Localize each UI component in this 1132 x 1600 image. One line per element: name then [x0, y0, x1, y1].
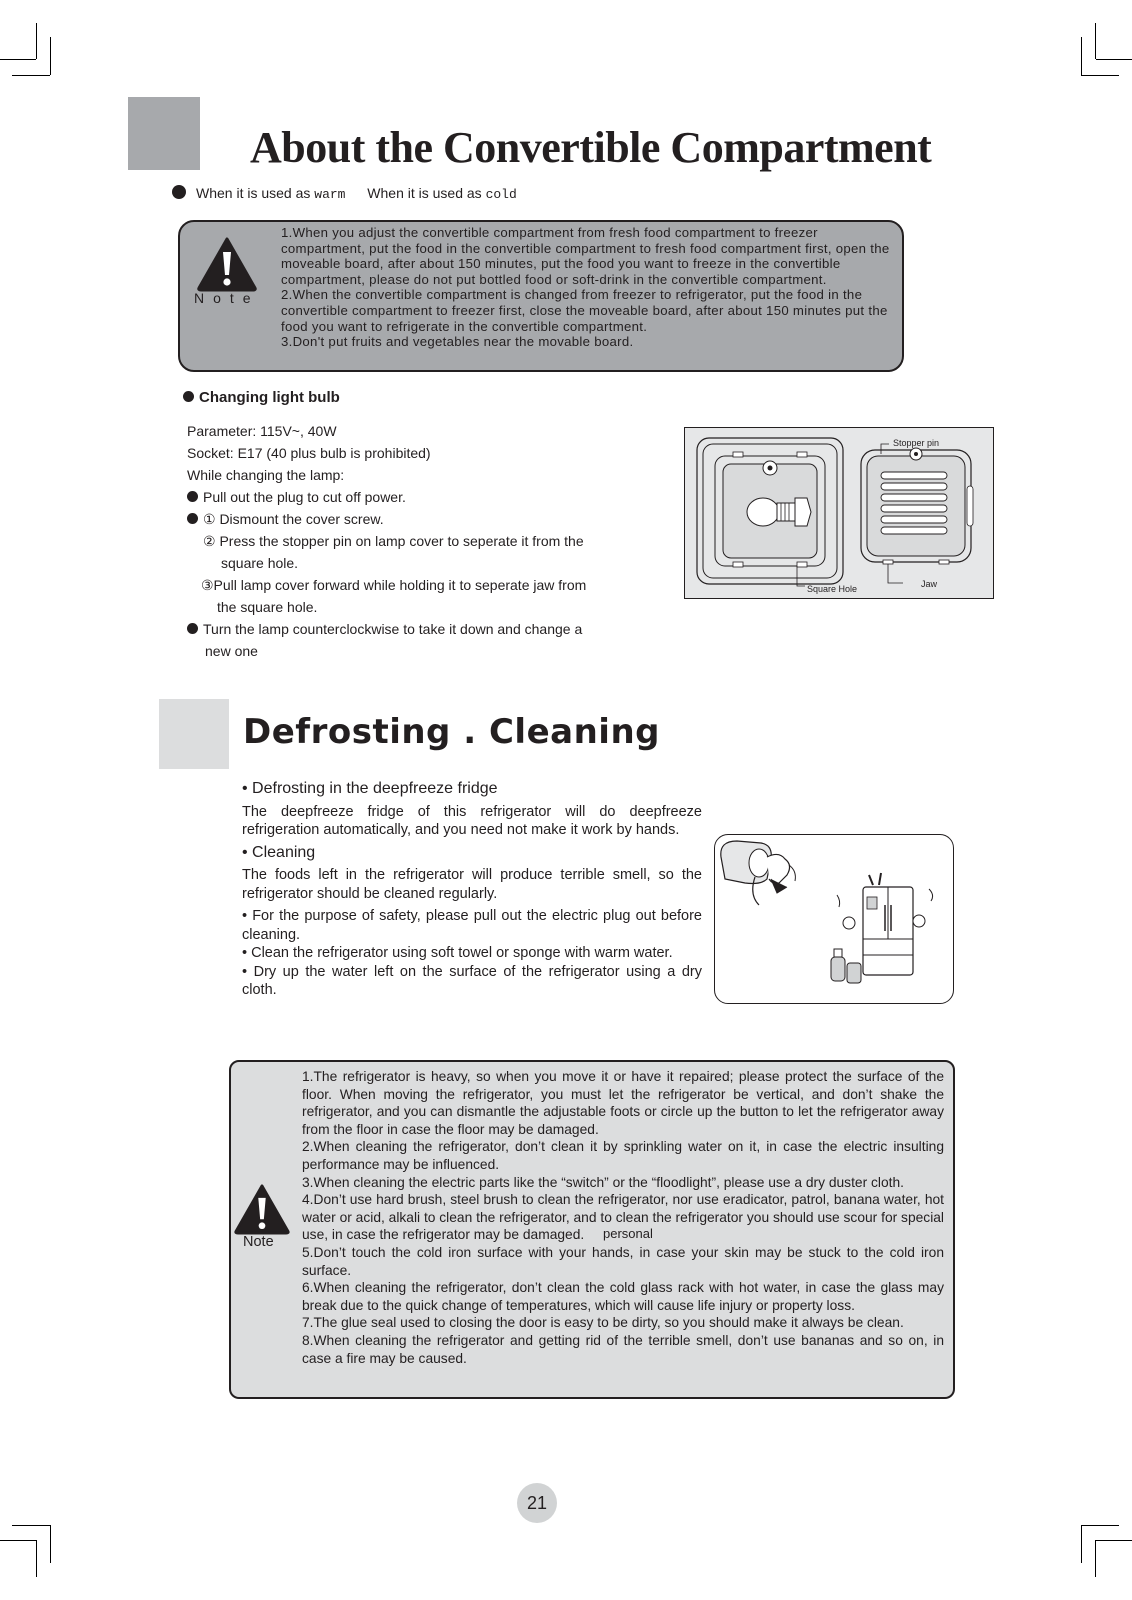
crop-mark [1095, 23, 1096, 59]
section-subheading [183, 389, 340, 406]
crop-mark [0, 1540, 36, 1541]
crop-mark [1081, 1525, 1119, 1526]
while-line: While changing the lamp: [187, 467, 345, 483]
crop-mark [12, 75, 50, 76]
cleaning-bullet: • For the purpose of safety, please pull out the electric plug out before cleaning. [242, 908, 702, 943]
note-item: 3.When cleaning the electric parts like the “switch” or the “floodlight”, please use a dry duster cloth. [302, 1174, 904, 1190]
mode-cold-value: cold [485, 187, 517, 202]
section-marker [159, 699, 229, 769]
jaw-label: Jaw [921, 579, 938, 589]
note-item: 5.Don’t touch the cold iron surface with your hands, in case your skin may be stuck to the cold iron surface. [302, 1244, 944, 1278]
note-item: 4.Don’t use hard brush, steel brush to clean the refrigerator, nor use eradicator, patrol, banana water, hot water or acid, alkali to clean the refrigerator, and to clean the refrigerator you should use scour for special use, in case the refrigerator may be damaged. [302, 1192, 944, 1243]
crop-mark [36, 1540, 37, 1577]
square-hole-label: Square Hole [807, 584, 858, 594]
crop-mark [1096, 59, 1132, 60]
step-item: new one [205, 643, 258, 659]
note-item: 2.When the convertible compartment is changed from freezer to refrigerator, put the food in the convertible compartment to freezer first, close the moveable board, after about 150 minutes put the food you want to refrigerate in the convertible compartment. [281, 287, 888, 334]
section-title: Defrosting . Cleaning [243, 712, 660, 752]
defrost-cleaning-text [242, 780, 702, 1004]
lamp-cover-diagram [684, 427, 994, 599]
overlay-word: personal [603, 1226, 653, 1241]
note-item: 8.When cleaning the refrigerator and getting rid of the terrible smell, don’t use bananas and so on, in case a fire may be caused. [302, 1332, 944, 1366]
step-item [187, 618, 607, 640]
defrost-paragraph: The deepfreeze fridge of this refrigerator will do deepfreeze refrigeration automatically, and you need not make it work by hands. [242, 803, 702, 838]
cleaning-bullet: • Dry up the water left on the surface of the refrigerator using a dry cloth. [242, 963, 702, 998]
crop-mark [12, 1525, 50, 1526]
cleaning-heading: • Cleaning [242, 843, 316, 861]
cleaning-illustration [714, 834, 954, 1004]
parameter-line: Parameter: 115V~, 40W [187, 423, 337, 439]
note-label: Note [243, 1234, 274, 1250]
bullet-icon [172, 185, 186, 199]
note-text [302, 1068, 944, 1367]
cleaning-bullet: • Clean the refrigerator using soft towel or sponge with warm water. [242, 945, 673, 961]
crop-mark [36, 23, 37, 59]
lamp-diagram-art [685, 428, 993, 598]
crop-mark [50, 1525, 51, 1563]
cleaning-paragraph: The foods left in the refrigerator will produce terrible smell, so the refrigerator should be cleaned regularly. [242, 867, 702, 902]
usage-modes [172, 185, 517, 202]
note-item: 6.When cleaning the refrigerator, don’t clean the cold glass rack with hot water, in case the glass may break due to the quick change of temperatures, which will cause life injury or property loss. [302, 1280, 944, 1313]
bullet-icon [187, 491, 198, 502]
step-item: square hole. [221, 555, 299, 571]
crop-mark [1096, 1540, 1132, 1541]
note-item: 1.The refrigerator is heavy, so when you move it or have it repaired; please protect the surface of the floor. When moving the refrigerator, you must let the refrigerator be vertical, and don’t shake the refrigerator, and you can dismantle the adjustable foots or circle up the button to let the refrigerator away from the floor in case the floor may be damaged. [302, 1069, 944, 1137]
note-text [281, 225, 891, 350]
step-item: the square hole. [217, 599, 318, 615]
bullet-icon [183, 391, 194, 402]
step-item: ② Press the stopper pin on lamp cover to seperate it from the [203, 533, 584, 549]
section-marker [128, 97, 200, 170]
note-item: 1.When you adjust the convertible compartment from fresh food compartment to freezer compartment, put the food in the convertible compartment to fresh food compartment first, open the moveable board, after about 150 minutes, put the food you want to freeze in the convertible compartment, please do not put bottled food or soft-drink in the convertible compartment. [281, 225, 890, 287]
crop-mark [1095, 1540, 1096, 1577]
note-item: 2.When cleaning the refrigerator, don’t clean it by sprinkling water on it, in case the electric insulting performance may be influenced. [302, 1139, 944, 1172]
note-item: 3.Don't put fruits and vegetables near the movable board. [281, 334, 634, 350]
step-item [187, 486, 607, 508]
bulb-instructions [187, 420, 607, 662]
mode-warm-value: warm [314, 187, 346, 202]
crop-mark [0, 59, 36, 60]
crop-mark [1081, 75, 1119, 76]
step-item [187, 508, 607, 530]
page-number: 21 [517, 1483, 557, 1523]
note-item: 7.The glue seal used to closing the door is easy to be dirty, so you should make it always be clean. [302, 1315, 904, 1331]
crop-mark [1081, 1525, 1082, 1563]
stopper-pin-label: Stopper pin [893, 438, 940, 448]
page-title: About the Convertible Compartment [250, 123, 932, 172]
socket-line: Socket: E17 (40 plus bulb is prohibited) [187, 445, 431, 461]
step-text: Turn the lamp counterclockwise to take it down and change a [203, 621, 583, 637]
bullet-icon [187, 623, 198, 634]
fridge-cleaning-icon [715, 835, 953, 1003]
mode-warm-prefix: When it is used as [196, 185, 311, 201]
mode-cold-prefix: When it is used as [367, 185, 482, 201]
warning-icon [196, 236, 258, 292]
defrost-heading: • Defrosting in the deepfreeze fridge [242, 780, 498, 797]
note-label: Note [194, 290, 260, 306]
step-text: Pull out the plug to cut off power. [203, 489, 406, 505]
step-text: ① Dismount the cover screw. [203, 511, 384, 527]
crop-mark [1081, 37, 1082, 75]
step-item: ③Pull lamp cover forward while holding it to seperate jaw from [201, 577, 587, 593]
bullet-icon [187, 513, 198, 524]
warning-icon [233, 1183, 291, 1235]
bulb-heading: Changing light bulb [199, 389, 340, 406]
crop-mark [50, 37, 51, 75]
